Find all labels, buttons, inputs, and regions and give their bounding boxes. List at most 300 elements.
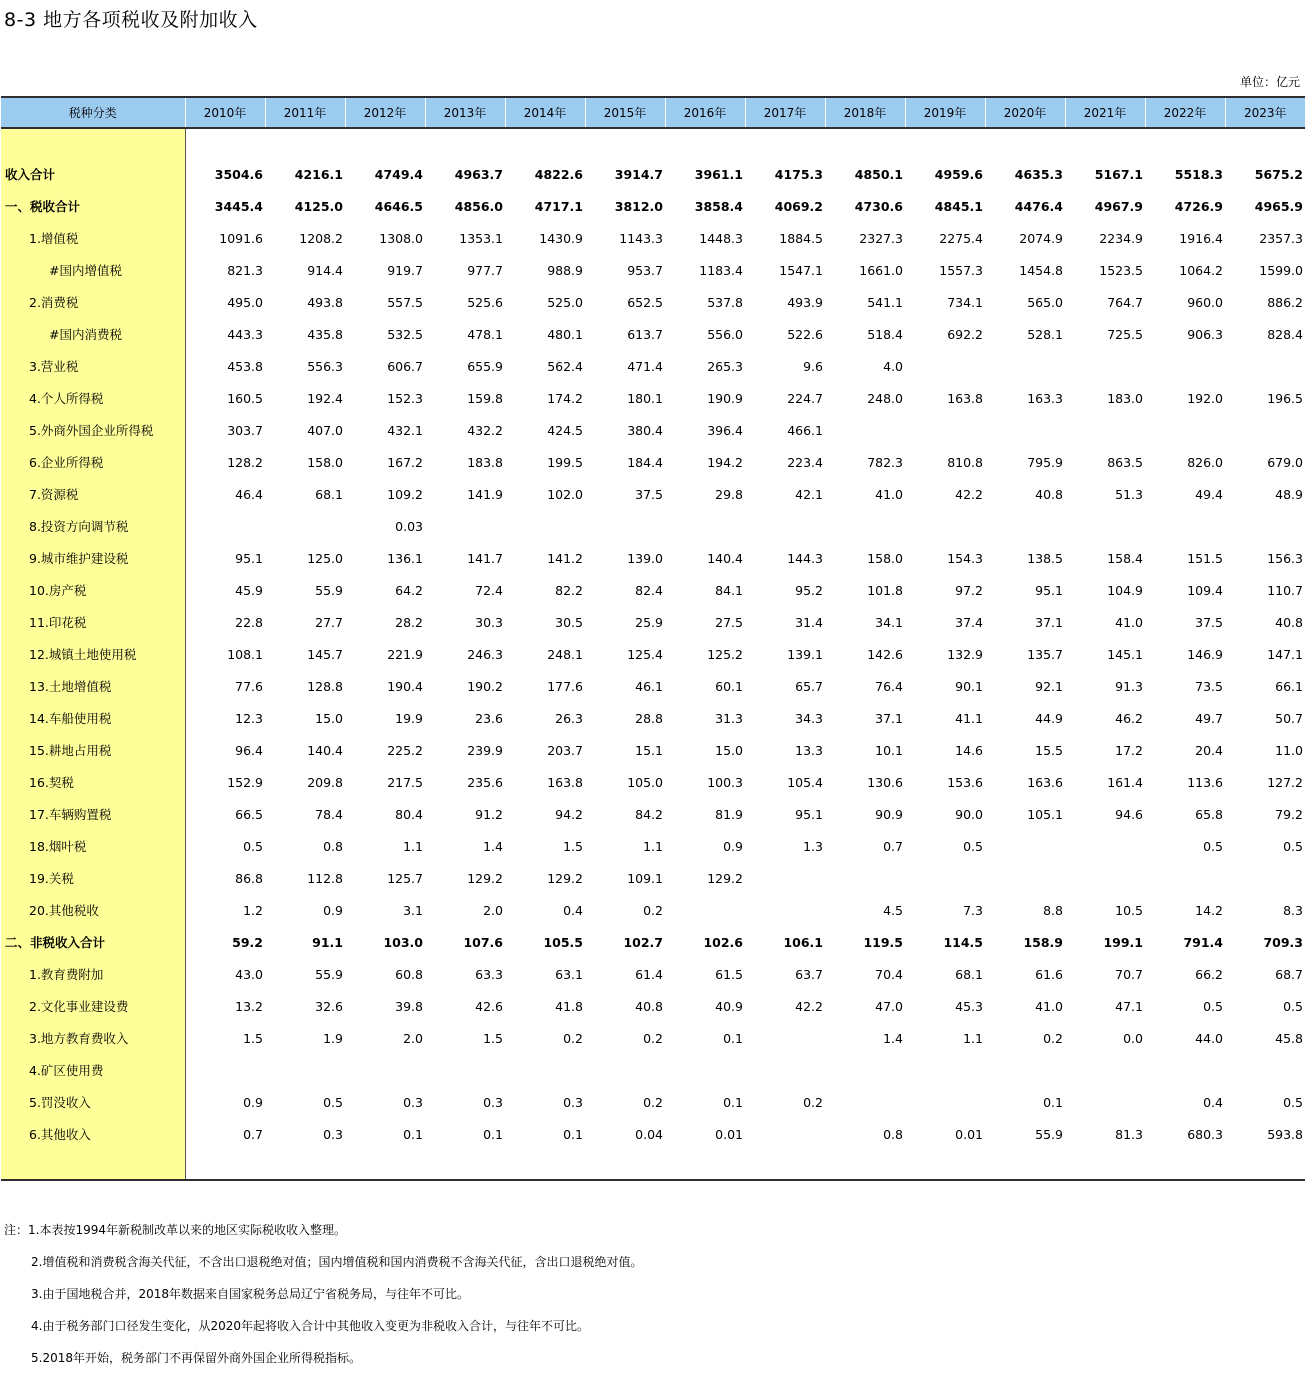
- table-row: [1, 382, 1305, 414]
- value-cell: 1.1: [963, 1030, 983, 1046]
- value-cell: 466.1: [787, 422, 823, 438]
- value-cell: [985, 830, 1065, 862]
- value-cell: [665, 894, 745, 926]
- value-cell: 0.5: [323, 1094, 343, 1110]
- value-cell: 248.1: [547, 646, 583, 662]
- value-cell: 953.7: [627, 262, 663, 278]
- value-cell: 163.8: [947, 390, 983, 406]
- value-cell: 5675.2: [1254, 166, 1303, 182]
- value-cell: 493.8: [307, 294, 343, 310]
- value-cell: 1353.1: [459, 230, 503, 246]
- value-cell: 158.0: [867, 550, 903, 566]
- value-cell: 1183.4: [699, 262, 743, 278]
- value-cell: 886.2: [1267, 294, 1303, 310]
- value-cell: 45.9: [235, 582, 263, 598]
- value-cell: [1065, 1086, 1145, 1118]
- value-cell: 91.3: [1115, 678, 1143, 694]
- value-cell: 0.3: [483, 1094, 503, 1110]
- value-cell: 1.2: [243, 902, 263, 918]
- value-cell: 105.5: [543, 934, 583, 950]
- value-cell: [1065, 862, 1145, 894]
- value-cell: 161.4: [1107, 774, 1143, 790]
- value-cell: 41.0: [1115, 614, 1143, 630]
- value-cell: 37.5: [1195, 614, 1223, 630]
- value-cell: 145.7: [307, 646, 343, 662]
- value-cell: 15.1: [635, 742, 663, 758]
- value-cell: 79.2: [1275, 806, 1303, 822]
- value-cell: 14.6: [955, 742, 983, 758]
- row-label: 5.外商外国企业所得税: [1, 414, 185, 446]
- value-cell: 8.3: [1283, 902, 1303, 918]
- value-cell: 1143.3: [619, 230, 663, 246]
- value-cell: 101.8: [867, 582, 903, 598]
- value-cell: [745, 1022, 825, 1054]
- value-cell: 66.2: [1195, 966, 1223, 982]
- value-cell: 0.2: [643, 1030, 663, 1046]
- row-label: 收入合计: [1, 158, 185, 190]
- value-cell: 47.0: [875, 998, 903, 1014]
- table-body: [1, 128, 1305, 1180]
- value-cell: 0.3: [323, 1126, 343, 1142]
- value-cell: 3445.4: [214, 198, 263, 214]
- value-cell: 4.0: [883, 358, 903, 374]
- table-row: [1, 830, 1305, 862]
- value-cell: 42.6: [475, 998, 503, 1014]
- value-cell: 20.4: [1195, 742, 1223, 758]
- row-label: 二、非税收入合计: [1, 926, 185, 958]
- value-cell: 25.9: [635, 614, 663, 630]
- row-label: 9.城市维护建设税: [1, 542, 185, 574]
- value-cell: 128.2: [227, 454, 263, 470]
- value-cell: 105.4: [787, 774, 823, 790]
- value-cell: 919.7: [387, 262, 423, 278]
- value-cell: 0.5: [1283, 1094, 1303, 1110]
- value-cell: 55.9: [1035, 1126, 1063, 1142]
- value-cell: 826.0: [1187, 454, 1223, 470]
- value-cell: [585, 510, 665, 542]
- value-cell: 2.0: [403, 1030, 423, 1046]
- value-cell: 223.4: [787, 454, 823, 470]
- value-cell: 68.1: [955, 966, 983, 982]
- value-cell: [1065, 510, 1145, 542]
- table-row: [1, 1054, 1305, 1086]
- value-cell: 2357.3: [1259, 230, 1303, 246]
- value-cell: 4730.6: [854, 198, 903, 214]
- value-cell: 81.9: [715, 806, 743, 822]
- table-row: [1, 254, 1305, 286]
- value-cell: [1225, 510, 1305, 542]
- value-cell: [345, 1150, 425, 1180]
- value-cell: 4175.3: [774, 166, 823, 182]
- value-cell: 94.6: [1115, 806, 1143, 822]
- value-cell: 0.2: [563, 1030, 583, 1046]
- value-cell: [505, 1054, 585, 1086]
- value-cell: 1547.1: [779, 262, 823, 278]
- value-cell: 4.5: [883, 902, 903, 918]
- row-label: 6.其他收入: [1, 1118, 185, 1150]
- value-cell: [265, 1054, 345, 1086]
- value-cell: 91.2: [475, 806, 503, 822]
- value-cell: 135.7: [1027, 646, 1063, 662]
- row-label: 7.资源税: [1, 478, 185, 510]
- value-cell: 84.1: [715, 582, 743, 598]
- value-cell: [1225, 350, 1305, 382]
- value-cell: 424.5: [547, 422, 583, 438]
- value-cell: 1.1: [403, 838, 423, 854]
- value-cell: 4476.4: [1014, 198, 1063, 214]
- value-cell: 190.2: [467, 678, 503, 694]
- value-cell: [185, 1054, 265, 1086]
- value-cell: 522.6: [787, 326, 823, 342]
- value-cell: 4845.1: [934, 198, 983, 214]
- value-cell: 125.0: [307, 550, 343, 566]
- value-cell: 163.6: [1027, 774, 1063, 790]
- value-cell: 28.8: [635, 710, 663, 726]
- value-cell: 3504.6: [214, 166, 263, 182]
- value-cell: 655.9: [467, 358, 503, 374]
- value-cell: 495.0: [227, 294, 263, 310]
- value-cell: 0.01: [955, 1126, 983, 1142]
- value-cell: 5167.1: [1094, 166, 1143, 182]
- value-cell: 158.9: [1023, 934, 1063, 950]
- value-cell: 132.9: [947, 646, 983, 662]
- value-cell: 128.8: [307, 678, 343, 694]
- value-cell: 125.7: [387, 870, 423, 886]
- value-cell: 0.5: [243, 838, 263, 854]
- note-line: 注：1.本表按1994年新税制改革以来的地区实际税收收入整理。: [4, 1223, 346, 1237]
- value-cell: 152.3: [387, 390, 423, 406]
- value-cell: 13.3: [795, 742, 823, 758]
- value-cell: 3812.0: [614, 198, 663, 214]
- row-label: #国内消费税: [1, 318, 185, 350]
- value-cell: 1523.5: [1099, 262, 1143, 278]
- value-cell: 45.8: [1275, 1030, 1303, 1046]
- value-cell: 493.9: [787, 294, 823, 310]
- value-cell: 130.6: [867, 774, 903, 790]
- value-cell: 652.5: [627, 294, 663, 310]
- value-cell: 159.8: [467, 390, 503, 406]
- value-cell: [345, 1054, 425, 1086]
- header-year: 2011年: [265, 97, 345, 128]
- value-cell: 4822.6: [534, 166, 583, 182]
- value-cell: 0.01: [715, 1126, 743, 1142]
- value-cell: 0.1: [483, 1126, 503, 1142]
- value-cell: 46.2: [1115, 710, 1143, 726]
- value-cell: 782.3: [867, 454, 903, 470]
- value-cell: [985, 862, 1065, 894]
- header-row: [1, 97, 1305, 128]
- table-row: [1, 990, 1305, 1022]
- value-cell: 90.0: [955, 806, 983, 822]
- value-cell: 84.2: [635, 806, 663, 822]
- value-cell: 50.7: [1275, 710, 1303, 726]
- value-cell: 528.1: [1027, 326, 1063, 342]
- value-cell: 40.8: [1275, 614, 1303, 630]
- value-cell: [745, 1054, 825, 1086]
- value-cell: 194.2: [707, 454, 743, 470]
- value-cell: [185, 510, 265, 542]
- table-row: [1, 478, 1305, 510]
- value-cell: [825, 510, 905, 542]
- value-cell: 1599.0: [1259, 262, 1303, 278]
- table-row: [1, 862, 1305, 894]
- value-cell: 2327.3: [859, 230, 903, 246]
- value-cell: [745, 894, 825, 926]
- value-cell: 557.5: [387, 294, 423, 310]
- value-cell: 82.2: [555, 582, 583, 598]
- value-cell: [985, 510, 1065, 542]
- row-label: 2.消费税: [1, 286, 185, 318]
- value-cell: 209.8: [307, 774, 343, 790]
- value-cell: [905, 1150, 985, 1180]
- value-cell: 26.3: [555, 710, 583, 726]
- table-row: [1, 798, 1305, 830]
- value-cell: [185, 1150, 265, 1180]
- value-cell: 63.1: [555, 966, 583, 982]
- value-cell: 103.0: [383, 934, 423, 950]
- header-year: 2019年: [905, 97, 985, 128]
- value-cell: 30.3: [475, 614, 503, 630]
- value-cell: [665, 1054, 745, 1086]
- value-cell: 0.4: [563, 902, 583, 918]
- value-cell: 55.9: [315, 966, 343, 982]
- value-cell: 2074.9: [1019, 230, 1063, 246]
- value-cell: [745, 510, 825, 542]
- value-cell: 163.8: [547, 774, 583, 790]
- value-cell: 1.9: [323, 1030, 343, 1046]
- value-cell: 59.2: [232, 934, 263, 950]
- value-cell: 2.0: [483, 902, 503, 918]
- value-cell: 217.5: [387, 774, 423, 790]
- value-cell: 196.5: [1267, 390, 1303, 406]
- value-cell: 1064.2: [1179, 262, 1223, 278]
- value-cell: 432.1: [387, 422, 423, 438]
- value-cell: 265.3: [707, 358, 743, 374]
- value-cell: 518.4: [867, 326, 903, 342]
- value-cell: 380.4: [627, 422, 663, 438]
- note-line: 2.增值税和消费税含海关代征，不含出口退税绝对值；国内增值税和国内消费税不含海关代征，含出口退税绝对值。: [31, 1255, 643, 1269]
- value-cell: 4850.1: [854, 166, 903, 182]
- value-cell: 129.2: [547, 870, 583, 886]
- value-cell: 60.1: [715, 678, 743, 694]
- value-cell: 988.9: [547, 262, 583, 278]
- value-cell: 525.6: [467, 294, 503, 310]
- value-cell: 92.1: [1035, 678, 1063, 694]
- value-cell: 177.6: [547, 678, 583, 694]
- row-label: 16.契税: [1, 766, 185, 798]
- value-cell: 0.1: [563, 1126, 583, 1142]
- value-cell: 203.7: [547, 742, 583, 758]
- value-cell: [825, 414, 905, 446]
- value-cell: 104.9: [1107, 582, 1143, 598]
- value-cell: 8.8: [1043, 902, 1063, 918]
- value-cell: 10.1: [875, 742, 903, 758]
- value-cell: 435.8: [307, 326, 343, 342]
- value-cell: 1557.3: [939, 262, 983, 278]
- value-cell: 73.5: [1195, 678, 1223, 694]
- value-cell: 1430.9: [539, 230, 583, 246]
- value-cell: 764.7: [1107, 294, 1143, 310]
- value-cell: 167.2: [387, 454, 423, 470]
- value-cell: 10.5: [1115, 902, 1143, 918]
- value-cell: 114.5: [943, 934, 983, 950]
- value-cell: 9.6: [803, 358, 823, 374]
- value-cell: 37.5: [635, 486, 663, 502]
- value-cell: 102.7: [623, 934, 663, 950]
- value-cell: 49.7: [1195, 710, 1223, 726]
- value-cell: 532.5: [387, 326, 423, 342]
- value-cell: 709.3: [1263, 934, 1303, 950]
- value-cell: 141.2: [547, 550, 583, 566]
- value-cell: 180.1: [627, 390, 663, 406]
- value-cell: 72.4: [475, 582, 503, 598]
- value-cell: 47.1: [1115, 998, 1143, 1014]
- value-cell: [505, 1150, 585, 1180]
- value-cell: [1065, 414, 1145, 446]
- value-cell: 556.0: [707, 326, 743, 342]
- value-cell: [1225, 1150, 1305, 1180]
- value-cell: 1884.5: [779, 230, 823, 246]
- value-cell: [985, 414, 1065, 446]
- table-row: [1, 702, 1305, 734]
- value-cell: 105.0: [627, 774, 663, 790]
- value-cell: 303.7: [227, 422, 263, 438]
- value-cell: 224.7: [787, 390, 823, 406]
- row-label: 3.营业税: [1, 350, 185, 382]
- value-cell: 94.2: [555, 806, 583, 822]
- value-cell: 692.2: [947, 326, 983, 342]
- value-cell: 100.3: [707, 774, 743, 790]
- value-cell: 556.3: [307, 358, 343, 374]
- value-cell: 0.5: [1203, 998, 1223, 1014]
- value-cell: 46.1: [635, 678, 663, 694]
- value-cell: 65.7: [795, 678, 823, 694]
- value-cell: 91.1: [312, 934, 343, 950]
- value-cell: 90.9: [875, 806, 903, 822]
- value-cell: [985, 1054, 1065, 1086]
- value-cell: 163.3: [1027, 390, 1063, 406]
- value-cell: 565.0: [1027, 294, 1063, 310]
- spacer-row: [1, 1150, 1305, 1180]
- value-cell: [745, 862, 825, 894]
- header-year: 2016年: [665, 97, 745, 128]
- value-cell: 725.5: [1107, 326, 1143, 342]
- value-cell: [505, 510, 585, 542]
- value-cell: 443.3: [227, 326, 263, 342]
- value-cell: 15.0: [315, 710, 343, 726]
- value-cell: 55.9: [315, 582, 343, 598]
- value-cell: 39.8: [395, 998, 423, 1014]
- header-year: 2017年: [745, 97, 825, 128]
- row-label: 4.矿区使用费: [1, 1054, 185, 1086]
- value-cell: 37.1: [875, 710, 903, 726]
- value-cell: 107.6: [463, 934, 503, 950]
- row-label: 12.城镇土地使用税: [1, 638, 185, 670]
- value-cell: 471.4: [627, 358, 663, 374]
- value-cell: 248.0: [867, 390, 903, 406]
- row-label: 3.地方教育费收入: [1, 1022, 185, 1054]
- value-cell: 734.1: [947, 294, 983, 310]
- value-cell: 7.3: [963, 902, 983, 918]
- value-cell: 1.5: [243, 1030, 263, 1046]
- value-cell: 141.7: [467, 550, 503, 566]
- value-cell: 0.1: [723, 1094, 743, 1110]
- value-cell: 42.2: [955, 486, 983, 502]
- value-cell: 0.7: [883, 838, 903, 854]
- value-cell: 127.2: [1267, 774, 1303, 790]
- value-cell: 108.1: [227, 646, 263, 662]
- value-cell: 23.6: [475, 710, 503, 726]
- value-cell: [905, 510, 985, 542]
- row-label: 15.耕地占用税: [1, 734, 185, 766]
- header-year: 2018年: [825, 97, 905, 128]
- value-cell: 0.0: [1123, 1030, 1143, 1046]
- value-cell: 4967.9: [1094, 198, 1143, 214]
- row-label: 4.个人所得税: [1, 382, 185, 414]
- value-cell: 109.1: [627, 870, 663, 886]
- value-cell: 190.4: [387, 678, 423, 694]
- value-cell: 42.1: [795, 486, 823, 502]
- value-cell: 44.9: [1035, 710, 1063, 726]
- tax-revenue-table: [1, 96, 1305, 1181]
- value-cell: 76.4: [875, 678, 903, 694]
- value-cell: 13.2: [235, 998, 263, 1014]
- value-cell: 145.1: [1107, 646, 1143, 662]
- row-label: 2.文化事业建设费: [1, 990, 185, 1022]
- value-cell: 4959.6: [934, 166, 983, 182]
- note-line: 4.由于税务部门口径发生变化，从2020年起将收入合计中其他收入变更为非税收入合计，与往年不可比。: [31, 1319, 589, 1333]
- value-cell: 147.1: [1267, 646, 1303, 662]
- value-cell: 70.4: [875, 966, 903, 982]
- value-cell: 432.2: [467, 422, 503, 438]
- value-cell: 1.4: [883, 1030, 903, 1046]
- value-cell: 593.8: [1267, 1126, 1303, 1142]
- value-cell: [1065, 1054, 1145, 1086]
- value-cell: 95.1: [1035, 582, 1063, 598]
- row-label: 13.土地增值税: [1, 670, 185, 702]
- value-cell: 29.8: [715, 486, 743, 502]
- table-row: [1, 1118, 1305, 1150]
- row-label: 1.教育费附加: [1, 958, 185, 990]
- value-cell: 152.9: [227, 774, 263, 790]
- value-cell: 81.3: [1115, 1126, 1143, 1142]
- value-cell: 679.0: [1267, 454, 1303, 470]
- value-cell: 0.03: [395, 518, 423, 534]
- value-cell: 34.1: [875, 614, 903, 630]
- row-label: 6.企业所得税: [1, 446, 185, 478]
- value-cell: 66.1: [1275, 678, 1303, 694]
- value-cell: 140.4: [307, 742, 343, 758]
- value-cell: 192.4: [307, 390, 343, 406]
- value-cell: 96.4: [235, 742, 263, 758]
- value-cell: 613.7: [627, 326, 663, 342]
- value-cell: 60.8: [395, 966, 423, 982]
- value-cell: 478.1: [467, 326, 503, 342]
- value-cell: 3914.7: [614, 166, 663, 182]
- value-cell: 160.5: [227, 390, 263, 406]
- table-row: [1, 574, 1305, 606]
- value-cell: 453.8: [227, 358, 263, 374]
- value-cell: 12.3: [235, 710, 263, 726]
- note-line: 5.2018年开始，税务部门不再保留外商外国企业所得税指标。: [31, 1351, 361, 1365]
- table-row: [1, 670, 1305, 702]
- value-cell: [425, 1150, 505, 1180]
- value-cell: 138.5: [1027, 550, 1063, 566]
- value-cell: 27.7: [315, 614, 343, 630]
- table-row: [1, 542, 1305, 574]
- value-cell: 184.4: [627, 454, 663, 470]
- value-cell: 1.3: [803, 838, 823, 854]
